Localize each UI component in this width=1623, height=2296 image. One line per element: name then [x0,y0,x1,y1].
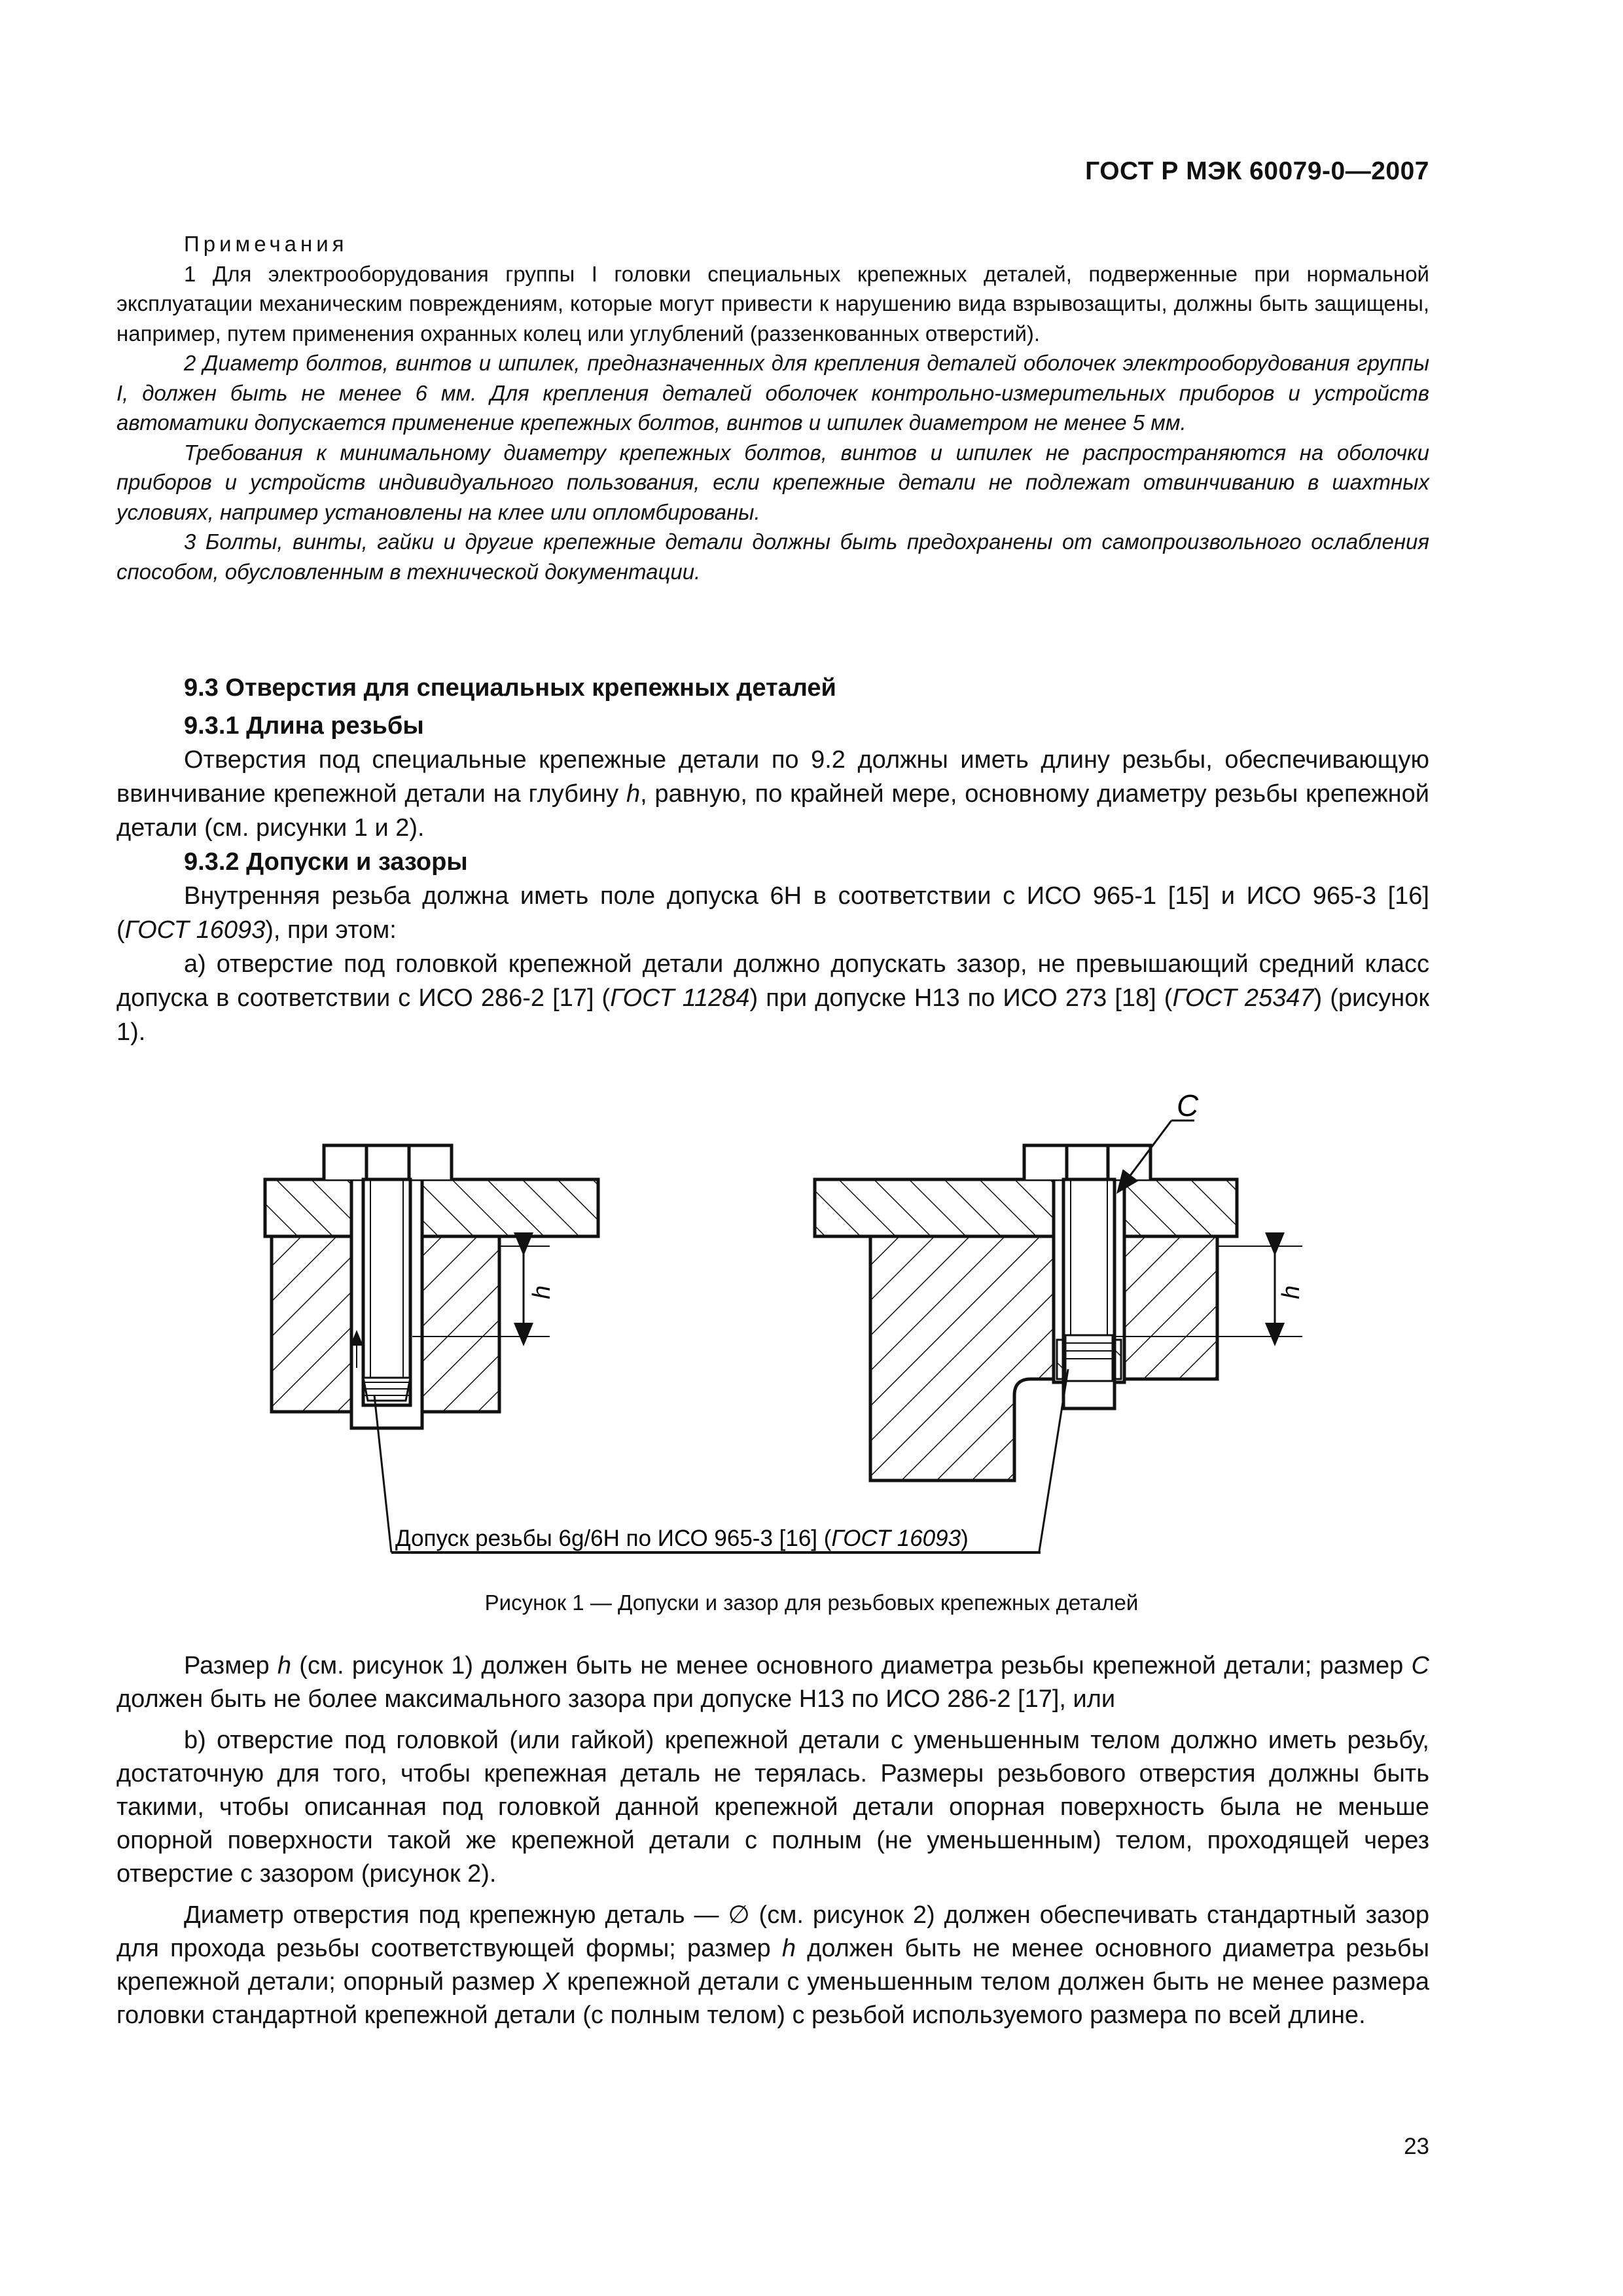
figure-1-drawing [0,1080,1623,1590]
note-2: 2 Диаметр болтов, винтов и шпилек, предназначенных для крепления деталей оболочек электрооборудования группы I, должен быть не менее 6 мм. Для крепления деталей оболочек контрольно-измерительных приборов и устройств автоматики допускается применение крепежных болтов, винтов и шпилек диаметром не менее 5 мм. [116,351,1429,435]
paragraph-hole-diameter: Диаметр отверстия под крепежную деталь — ∅ (см. рисунок 2) должен обеспечивать стандартный зазор для прохода резьбы соответствующей формы; размер h должен быть не менее основного диаметра резьбы крепежной детали; опорный размер X крепежной детали с уменьшенным телом должен быть не менее размера головки стандартной крепежной детали (с полным телом) с резьбой используемого размера по всей длине. [116,1901,1430,2029]
paragraph-size-h: Размер h (см. рисунок 1) должен быть не менее основного диаметра резьбы крепежной детали; размер C должен быть не более максимального зазора при допуске H13 по ИСО 286-2 [17], или [116,1652,1429,1713]
note-3: 3 Болты, винты, гайки и другие крепежные детали должны быть предохранены от самопроизвольного ослабления способом, обусловленным в технической документации. [116,529,1429,584]
page-number: 23 [1404,2134,1429,2159]
heading-9-3: 9.3 Отверстия для специальных крепежных деталей [184,674,836,702]
body-after-figure [116,1649,1429,2040]
section-9-3 [116,671,1429,1049]
heading-9-3-1: 9.3.1 Длина резьбы [184,712,424,740]
notes-title: Примечания [184,232,348,256]
note-2-continued: Требования к минимальному диаметру крепежных болтов, винтов и шпилек не распространяются на оболочки приборов и устройств индивидуального пользования, если крепежные детали не подлежат отвинчиванию в шахтных условиях, например установлены на клее или опломбированы. [116,440,1429,524]
paragraph-9-3-1: Отверстия под специальные крепежные детали по 9.2 должны иметь длину резьбы, обеспечивающую ввинчивание крепежной детали на глубину h, равную, по крайней мере, основному диаметру резьбы крепежной детали (см. рисунки 1 и 2). [116,746,1430,842]
figure-1-caption: Рисунок 1 — Допуски и зазор для резьбовых крепежных деталей [484,1590,1139,1615]
note-1: 1 Для электрооборудования группы I головки специальных крепежных деталей, подверженные при нормальной эксплуатации механическим повреждениям, которые могут привести к нарушению вида взрывозащиты, должны быть защищены, например, путем применения охранных колец или углублений (раззенкованных отверстий). [116,261,1429,346]
paragraph-item-a: а) отверстие под головкой крепежной детали должно допускать зазор, не превышающий средний класс допуска в соответствии с ИСО 286-2 [17] (ГОСТ 11284) при допуске H13 по ИСО 273 [18] (ГОСТ 25347) (рисунок 1). [116,950,1429,1046]
left-dimension-h-label: h [528,1285,556,1299]
notes-block [116,229,1429,586]
clearance-c-label: C [1177,1088,1199,1122]
thread-tolerance-callout: Допуск резьбы 6g/6H по ИСО 965-3 [16] (ГОСТ 16093) [395,1526,969,1551]
heading-9-3-2: 9.3.2 Допуски и зазоры [184,848,468,876]
right-dimension-h-label: h [1277,1285,1305,1299]
paragraph-item-b: b) отверстие под головкой (или гайкой) крепежной детали с уменьшенным телом должно иметь резьбу, достаточную для того, чтобы крепежная деталь не терялась. Размеры резьбового отверстия должны быть такими, чтобы описанная под головкой данной крепежной детали опорная поверхность была не меньше опорной поверхности такой же крепежной детали с полным (не уменьшенным) телом, проходящей через отверстие с зазором (рисунок 2). [116,1727,1429,1888]
paragraph-9-3-2: Внутренняя резьба должна иметь поле допуска 6H в соответствии с ИСО 965-1 [15] и ИСО 965-3 [16] (ГОСТ 16093), при этом: [116,882,1429,944]
document-header: ГОСТ Р МЭК 60079-0—2007 [1085,157,1429,185]
